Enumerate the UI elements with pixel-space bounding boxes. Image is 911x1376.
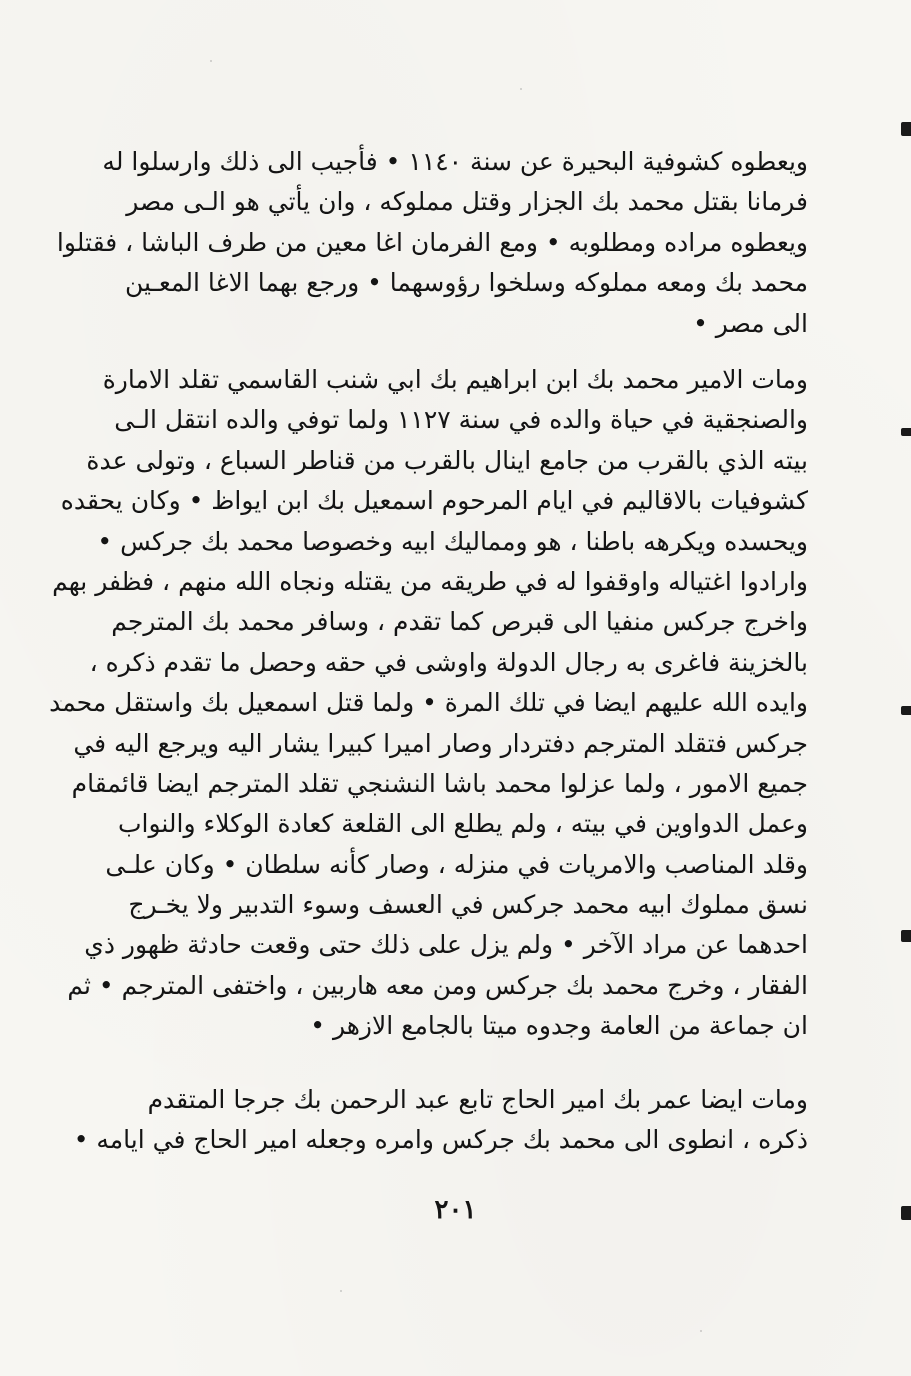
text-line: وايده الله عليهم ايضا في تلك المرة • ولما قتل اسمعيل بك واستقل محمد xyxy=(49,688,808,718)
margin-binding-mark xyxy=(901,428,911,436)
text-line: والصنجقية في حياة والده في سنة ١١٢٧ ولما توفي والده انتقل الـى xyxy=(114,405,808,435)
text-line: الى مصر • xyxy=(693,308,808,338)
text-line: وقلد المناصب والامريات في منزله ، وصار كأنه سلطان • وكان علـى xyxy=(105,849,808,879)
text-line: جميع الامور ، ولما عزلوا محمد باشا النشنجي تقلد المترجم ايضا قائمقام xyxy=(71,768,808,798)
text-line: فرمانا بقتل محمد بك الجزار وقتل مملوكه ، وان يأتي هو الـى مصر xyxy=(126,187,808,217)
text-line: وارادوا اغتياله واوقفوا له في طريقه من يقتله ونجاه الله منهم ، فظفر بهم xyxy=(52,566,808,596)
text-line: واخرج جركس منفيا الى قبرص كما تقدم ، وسافر محمد بك المترجم xyxy=(111,607,808,637)
margin-binding-mark xyxy=(901,706,911,715)
text-line: الفقار ، وخرج محمد بك جركس ومن معه هاربين ، واختفى المترجم • ثم xyxy=(67,970,808,1000)
text-line: ذكره ، انطوى الى محمد بك جركس وامره وجعله امير الحاج في ايامه • xyxy=(73,1125,808,1155)
page-number: ٢٠١ xyxy=(434,1195,477,1225)
text-line: ويحسده ويكرهه باطنا ، هو ومماليك ابيه وخصوصا محمد بك جركس • xyxy=(97,526,808,556)
paper-speck xyxy=(700,1330,702,1332)
text-line: ويعطوه مراده ومطلوبه • ومع الفرمان اغا معين من طرف الباشا ، فقتلوا xyxy=(56,227,808,257)
text-line: ومات ايضا عمر بك امير الحاج تابع عبد الرحمن بك جرجا المتقدم xyxy=(147,1085,808,1114)
margin-binding-mark xyxy=(901,930,911,942)
paper-speck xyxy=(340,1290,342,1292)
margin-binding-mark xyxy=(901,122,911,136)
paper-speck xyxy=(210,60,212,62)
text-line: محمد بك ومعه مملوكه وسلخوا رؤوسهما • ورجع بهما الاغا المعـين xyxy=(125,268,808,298)
text-line: بالخزينة فاغرى به رجال الدولة واوشى في حقه وحصل ما تقدم ذكره ، xyxy=(89,647,808,677)
paper-speck xyxy=(520,88,522,90)
text-line: ويعطوه كشوفية البحيرة عن سنة ١١٤٠ • فأجيب الى ذلك وارسلوا له xyxy=(102,147,808,176)
text-line: كشوفيات بالاقاليم في ايام المرحوم اسمعيل بك ابن ايواظ • وكان يحقده xyxy=(60,486,808,516)
paragraph-3 xyxy=(73,1080,808,1161)
text-line: نسق مملوك ابيه محمد جركس في العسف وسوء التدبير ولا يخـرج xyxy=(128,890,808,920)
text-line: ومات الامير محمد بك ابن ابراهيم بك ابي شنب القاسمي تقلد الامارة xyxy=(102,365,808,394)
text-line: جركس فتقلد المترجم دفتردار وصار اميرا كبيرا يشار اليه ويرجع اليه في xyxy=(73,728,808,758)
text-line: بيته الذي بالقرب من جامع اينال بالقرب من قناطر السباع ، وتولى عدة xyxy=(86,445,808,475)
paragraph-1 xyxy=(56,142,808,344)
text-line: وعمل الدواوين في بيته ، ولم يطلع الى القلعة كعادة الوكلاء والنواب xyxy=(117,809,808,839)
text-line: ان جماعة من العامة وجدوه ميتا بالجامع الازهر • xyxy=(310,1011,808,1041)
paragraph-2 xyxy=(49,360,808,1047)
text-line: احدهما عن مراد الآخر • ولم يزل على ذلك حتى وقعت حادثة ظهور ذي xyxy=(84,930,808,960)
